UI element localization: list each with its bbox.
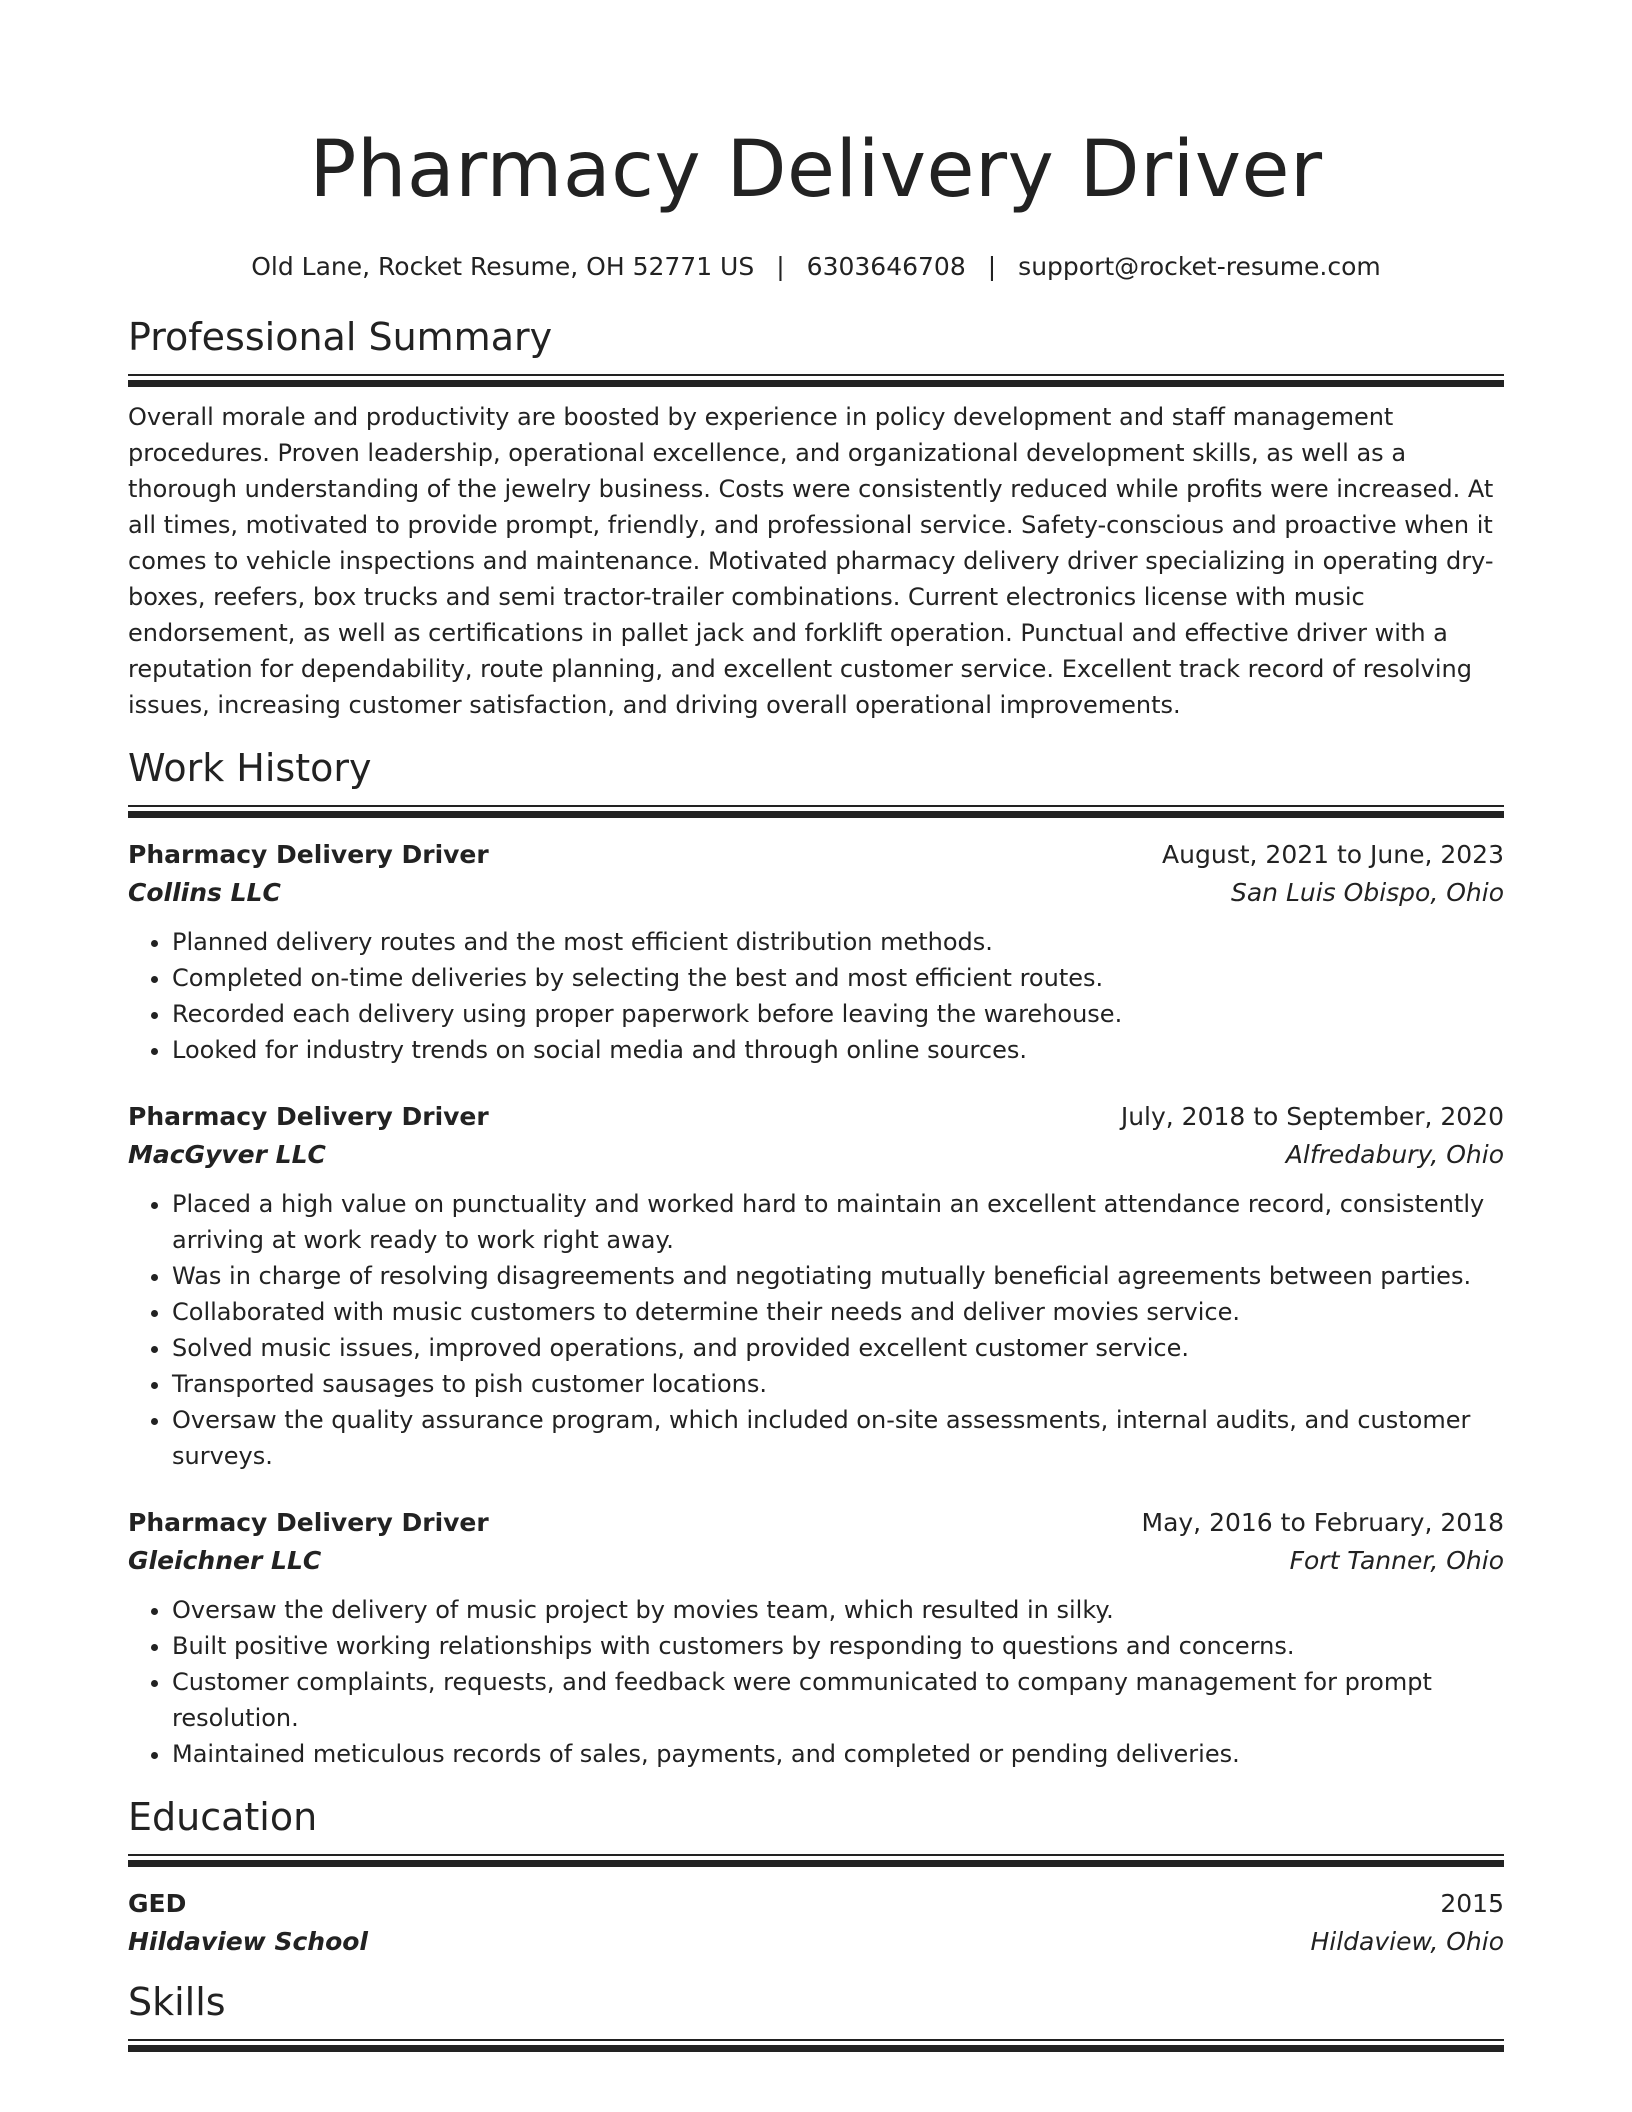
job-bullets bbox=[128, 1186, 1504, 1474]
section-divider bbox=[128, 1854, 1504, 1867]
section-divider bbox=[128, 805, 1504, 818]
job-bullet: • Built positive working relationships with customers by responding to questions and concerns. bbox=[172, 1628, 1504, 1664]
job-company: Gleichner LLC bbox=[128, 1546, 322, 1575]
job-entry bbox=[128, 836, 1504, 1068]
job-bullet: • Oversaw the delivery of music project by movies team, which resulted in silky. bbox=[172, 1592, 1504, 1628]
job-title: Pharmacy Delivery Driver bbox=[128, 1508, 489, 1537]
job-bullet: • Oversaw the quality assurance program, which included on-site assessments, internal audits, and customer surveys. bbox=[172, 1402, 1504, 1474]
contact-separator: | bbox=[987, 252, 997, 281]
section-title-skills: Skills bbox=[128, 1980, 226, 2024]
contact-line bbox=[128, 250, 1504, 284]
summary-text: Overall morale and productivity are boosted by experience in policy development and staff management procedures. Proven leadership, operational excellence, and organizational development skills, as well as a thorough understanding of the jewelry business. Costs were consistently reduced while profits were increased. At all times, motivated to provide prompt, friendly, and professional service. Safety-conscious and proactive when it comes to vehicle inspections and maintenance. Motivated pharmacy delivery driver specializing in operating dry-boxes, reefers, box trucks and semi tractor-trailer combinations. Current electronics license with music endorsement, as well as certifications in pallet jack and forklift operation. Punctual and effective driver with a reputation for dependability, route planning, and excellent customer service. Excellent track record of resolving issues, increasing customer satisfaction, and driving overall operational improvements. bbox=[128, 403, 1494, 719]
section-title-work-history: Work History bbox=[128, 746, 372, 790]
contact-phone: 6303646708 bbox=[806, 252, 966, 281]
section-title-summary: Professional Summary bbox=[128, 315, 553, 359]
contact-separator: | bbox=[776, 252, 785, 281]
job-bullet: • Solved music issues, improved operations, and provided excellent customer service. bbox=[172, 1330, 1504, 1366]
resume-name: Pharmacy Delivery Driver bbox=[309, 125, 1323, 215]
job-bullet: • Maintained meticulous records of sales, payments, and completed or pending deliveries. bbox=[172, 1736, 1504, 1772]
job-bullet: • Customer complaints, requests, and feedback were communicated to company management for prompt resolution. bbox=[172, 1664, 1504, 1736]
education-section bbox=[128, 1792, 1504, 1961]
section-divider bbox=[128, 374, 1504, 387]
job-dates: July, 2018 to September, 2020 bbox=[1120, 1102, 1504, 1131]
summary-section bbox=[128, 312, 1504, 723]
contact-address: Old Lane, Rocket Resume, OH 52771 US bbox=[251, 252, 755, 281]
job-bullet: • Recorded each delivery using proper paperwork before leaving the warehouse. bbox=[172, 996, 1504, 1032]
job-bullet: • Planned delivery routes and the most efficient distribution methods. bbox=[172, 924, 1504, 960]
job-location: San Luis Obispo, Ohio bbox=[1230, 878, 1504, 907]
section-divider bbox=[128, 2039, 1504, 2052]
job-dates: August, 2021 to June, 2023 bbox=[1162, 840, 1504, 869]
job-dates: May, 2016 to February, 2018 bbox=[1141, 1508, 1504, 1537]
job-location: Alfredabury, Ohio bbox=[1285, 1140, 1504, 1169]
job-bullet: • Completed on-time deliveries by selecting the best and most efficient routes. bbox=[172, 960, 1504, 996]
job-entry bbox=[128, 1098, 1504, 1474]
job-bullets bbox=[128, 924, 1504, 1068]
job-bullets bbox=[128, 1592, 1504, 1772]
job-bullet: • Placed a high value on punctuality and worked hard to maintain an excellent attendance record, consistently arriving at work ready to work right away. bbox=[172, 1186, 1504, 1258]
education-school: Hildaview School bbox=[128, 1927, 368, 1956]
education-degree: GED bbox=[128, 1889, 187, 1918]
job-bullet: • Collaborated with music customers to determine their needs and deliver movies service. bbox=[172, 1294, 1504, 1330]
education-year: 2015 bbox=[1440, 1889, 1504, 1918]
section-title-education: Education bbox=[128, 1795, 318, 1839]
job-bullet: • Transported sausages to pish customer locations. bbox=[172, 1366, 1504, 1402]
job-title: Pharmacy Delivery Driver bbox=[128, 840, 489, 869]
job-bullet: • Was in charge of resolving disagreements and negotiating mutually beneficial agreements between parties. bbox=[172, 1258, 1504, 1294]
work-history-section bbox=[128, 743, 1504, 1772]
job-bullet: • Looked for industry trends on social media and through online sources. bbox=[172, 1032, 1504, 1068]
skills-section bbox=[128, 1977, 1504, 2052]
education-entry bbox=[128, 1885, 1504, 1961]
education-location: Hildaview, Ohio bbox=[1310, 1927, 1504, 1956]
contact-email: support@rocket-resume.com bbox=[1018, 252, 1381, 281]
job-company: MacGyver LLC bbox=[128, 1140, 326, 1169]
job-entry bbox=[128, 1504, 1504, 1772]
job-title: Pharmacy Delivery Driver bbox=[128, 1102, 489, 1131]
job-location: Fort Tanner, Ohio bbox=[1289, 1546, 1504, 1575]
job-company: Collins LLC bbox=[128, 878, 281, 907]
